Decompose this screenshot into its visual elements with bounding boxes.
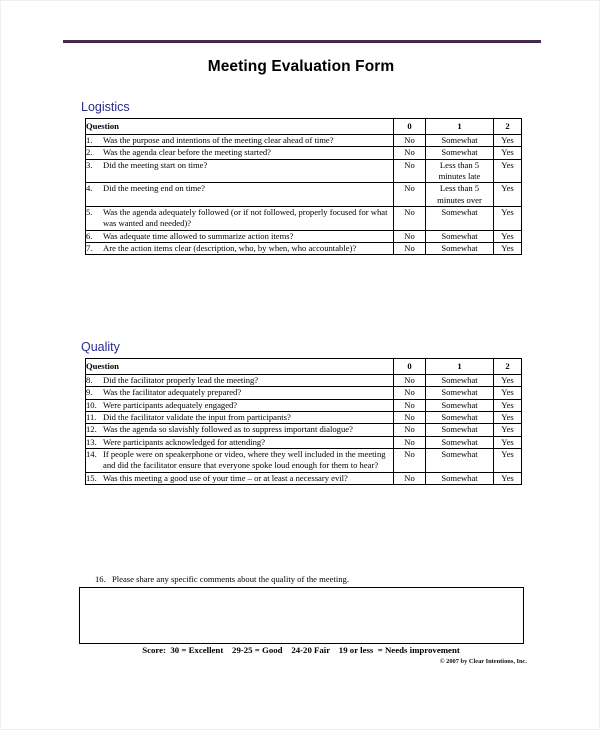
comment-prompt-text: Please share any specific comments about the quality of the meeting. [112,574,349,584]
question-number: 3. [86,159,93,170]
answer-option-2[interactable]: Yes [494,159,522,183]
question-cell [86,449,394,473]
answer-option-1[interactable]: Somewhat [426,424,494,436]
question-cell [86,230,394,242]
question-text: Were participants adequately engaged? [103,399,238,410]
score-key [1,645,600,655]
question-number: 12. [86,424,97,435]
answer-option-0[interactable]: No [394,243,426,255]
answer-option-1[interactable]: Somewhat [426,472,494,484]
column-header-score-1: 1 [426,359,494,375]
answer-option-2[interactable]: Yes [494,399,522,411]
answer-option-0[interactable]: No [394,436,426,448]
answer-option-1[interactable]: Somewhat [426,207,494,231]
table-row [86,375,522,387]
answer-option-1[interactable]: Somewhat [426,230,494,242]
question-text: Was the facilitator adequately prepared? [103,387,242,398]
question-number: 10. [86,399,97,410]
question-text: Did the facilitator properly lead the meeting? [103,375,259,385]
question-cell [86,412,394,424]
question-number: 13. [86,436,97,447]
question-number: 4. [86,183,93,194]
question-cell [86,183,394,207]
question-cell [86,243,394,255]
column-header-question: Question [86,119,394,135]
question-text: Are the action items clear (description, who, by when, who accountable)? [103,243,357,254]
answer-option-0[interactable]: No [394,147,426,159]
question-number: 5. [86,207,93,218]
answer-option-2[interactable]: Yes [494,424,522,436]
question-text: Did the meeting start on time? [103,159,208,170]
answer-option-2[interactable]: Yes [494,472,522,484]
question-cell [86,399,394,411]
comment-prompt [95,574,349,584]
answer-option-0[interactable]: No [394,472,426,484]
column-header-score-0: 0 [394,359,426,375]
question-cell [86,436,394,448]
question-text: Was the agenda adequately followed (or if not followed, properly focused for what was wanted and needed)? [103,207,388,229]
question-text: Was adequate time allowed to summarize action items? [103,230,294,241]
copyright-notice: © 2007 by Clear Intentions, Inc. [439,658,527,665]
question-number: 1. [86,135,93,145]
table-row [86,449,522,473]
question-text: Was the agenda clear before the meeting started? [103,147,271,158]
answer-option-2[interactable]: Yes [494,375,522,387]
answer-option-0[interactable]: No [394,207,426,231]
table-row [86,135,522,147]
section-heading-logistics: Logistics [81,100,130,114]
table-row [86,387,522,399]
question-cell [86,135,394,147]
answer-option-1[interactable]: Somewhat [426,387,494,399]
table-row [86,159,522,183]
answer-option-1[interactable]: Less than 5 minutes late [426,159,494,183]
logistics-table [85,118,522,255]
answer-option-0[interactable]: No [394,135,426,147]
table-row [86,243,522,255]
table-row [86,230,522,242]
answer-option-1[interactable]: Somewhat [426,399,494,411]
question-cell [86,147,394,159]
column-header-score-2: 2 [494,119,522,135]
question-number: 14. [86,449,97,460]
question-text: Did the meeting end on time? [103,183,205,194]
answer-option-0[interactable]: No [394,449,426,473]
answer-option-0[interactable]: No [394,183,426,207]
header-divider [63,40,541,43]
answer-option-2[interactable]: Yes [494,147,522,159]
question-cell [86,472,394,484]
answer-option-1[interactable]: Somewhat [426,135,494,147]
table-row [86,147,522,159]
answer-option-0[interactable]: No [394,412,426,424]
question-number: 9. [86,387,93,398]
answer-option-2[interactable]: Yes [494,135,522,147]
question-number: 8. [86,375,93,385]
answer-option-2[interactable]: Yes [494,183,522,207]
answer-option-1[interactable]: Somewhat [426,412,494,424]
column-header-question: Question [86,359,394,375]
column-header-score-1: 1 [426,119,494,135]
column-header-score-2: 2 [494,359,522,375]
answer-option-1[interactable]: Somewhat [426,436,494,448]
question-number: 2. [86,147,93,158]
question-text: Was this meeting a good use of your time – or at least a necessary evil? [103,472,348,483]
question-cell [86,207,394,231]
answer-option-2[interactable]: Yes [494,243,522,255]
comment-prompt-number: 16. [95,574,106,584]
answer-option-0[interactable]: No [394,399,426,411]
table-row [86,412,522,424]
question-text: Did the facilitator validate the input from participants? [103,412,291,423]
page-title: Meeting Evaluation Form [207,58,395,75]
question-cell [86,387,394,399]
comments-input[interactable] [79,587,524,644]
table-row [86,424,522,436]
table-row [86,399,522,411]
question-cell [86,159,394,183]
answer-option-2[interactable]: Yes [494,230,522,242]
quality-table [85,358,522,485]
question-number: 7. [86,243,93,254]
question-number: 11. [86,412,97,423]
answer-option-2[interactable]: Yes [494,436,522,448]
table-row [86,472,522,484]
score-key-text: Score: 30 = Excellent 29-25 = Good 24-20 Fair 19 or less = Needs improvement [142,645,460,655]
question-text: Were participants acknowledged for attending? [103,436,266,447]
section-heading-quality: Quality [81,340,120,354]
question-text: Was the agenda so slavishly followed as to suppress important dialogue? [103,424,353,435]
table-header-row [86,119,522,135]
answer-option-1[interactable]: Somewhat [426,147,494,159]
answer-option-2[interactable]: Yes [494,387,522,399]
table-header-row [86,359,522,375]
answer-option-1[interactable]: Somewhat [426,375,494,387]
answer-option-0[interactable]: No [394,375,426,387]
answer-option-0[interactable]: No [394,230,426,242]
question-text: Was the purpose and intentions of the meeting clear ahead of time? [103,135,334,145]
answer-option-1[interactable]: Somewhat [426,449,494,473]
answer-option-0[interactable]: No [394,424,426,436]
table-row [86,183,522,207]
answer-option-1[interactable]: Less than 5 minutes over [426,183,494,207]
question-cell [86,424,394,436]
table-row [86,207,522,231]
question-number: 15. [86,472,97,483]
answer-option-2[interactable]: Yes [494,207,522,231]
answer-option-0[interactable]: No [394,159,426,183]
question-number: 6. [86,230,93,241]
question-cell [86,375,394,387]
answer-option-1[interactable]: Somewhat [426,243,494,255]
answer-option-0[interactable]: No [394,387,426,399]
column-header-score-0: 0 [394,119,426,135]
table-row [86,436,522,448]
question-text: If people were on speakerphone or video, where they well included in the meeting and did the facilitator ensure that everyone spoke loud enough for them to hear? [103,449,386,471]
answer-option-2[interactable]: Yes [494,449,522,473]
answer-option-2[interactable]: Yes [494,412,522,424]
